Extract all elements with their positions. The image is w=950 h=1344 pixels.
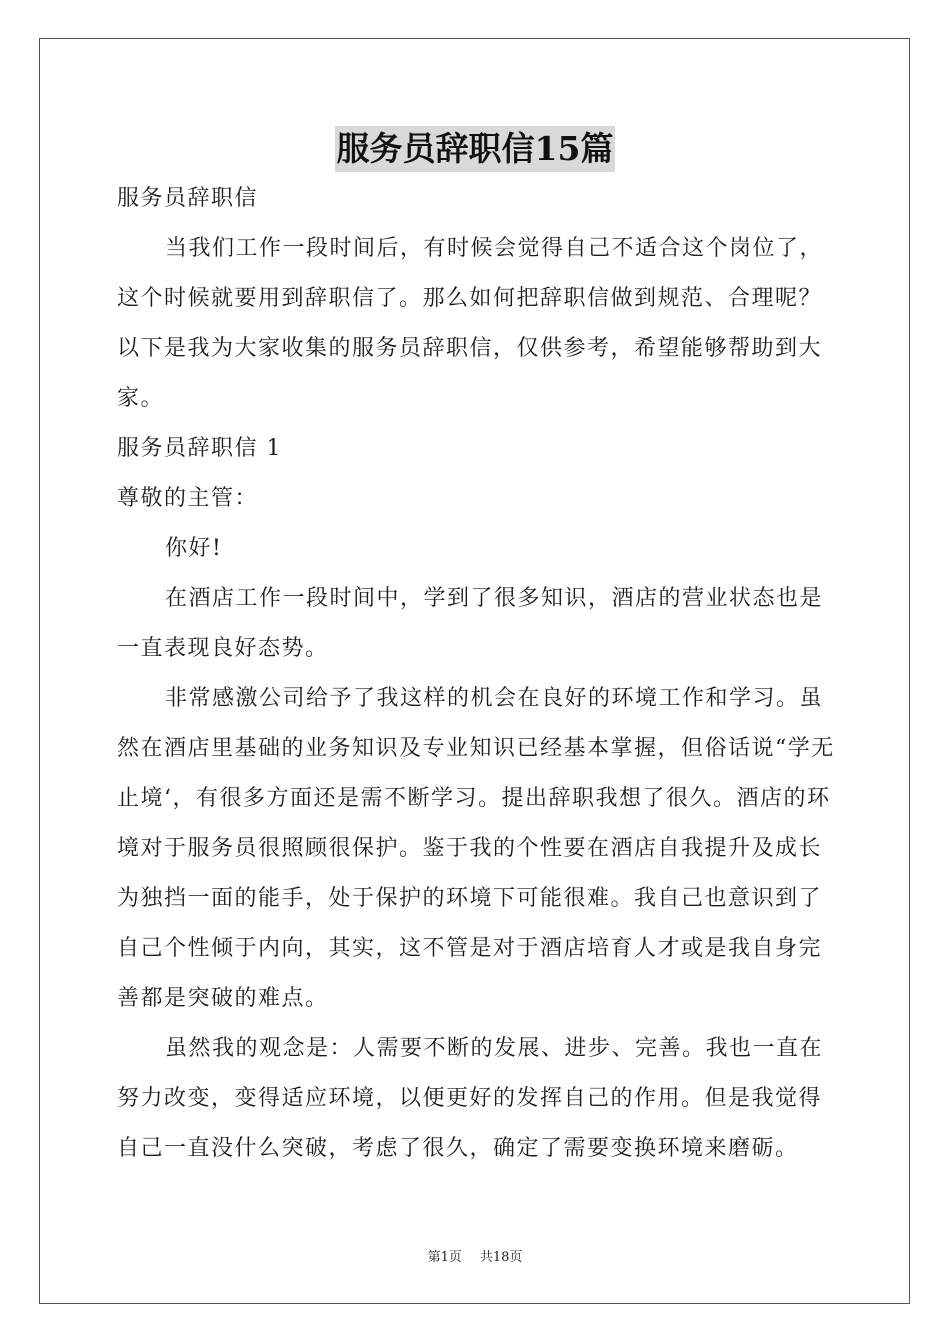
paragraph: 你好! <box>165 536 223 561</box>
document-title: 服务员辞职信15篇 <box>335 126 616 172</box>
page-footer <box>0 1246 950 1265</box>
page-number: 第1页 <box>427 1250 462 1265</box>
paragraph: 尊敬的主管： <box>117 486 259 511</box>
paragraph: 服务员辞职信 <box>117 186 259 211</box>
paragraph: 在酒店工作一段时间中，学到了很多知识，酒店的营业状态也是一直表现良好态势。 <box>117 586 824 661</box>
page-total: 共18页 <box>479 1250 523 1265</box>
paragraph: 当我们工作一段时间后，有时候会觉得自己不适合这个岗位了，这个时候就要用到辞职信了。那么如何把辞职信做到规范、合理呢？以下是我为大家收集的服务员辞职信，仅供参考，希望能够帮助到大家。 <box>117 236 824 411</box>
paragraph: 非常感激公司给予了我这样的机会在良好的环境工作和学习。虽然在酒店里基础的业务知识及专业知识已经基本掌握，但俗话说“学无止境‘，有很多方面还是需不断学习。提出辞职我想了很久。酒店的环境对于服务员很照顾很保护。鉴于我的个性要在酒店自我提升及成长为独挡一面的能手，处于保护的环境下可能很难。我自己也意识到了自己个性倾于内向，其实，这不管是对于酒店培育人才或是我自身完善都是突破的难点。 <box>117 686 835 1011</box>
document-body <box>117 174 837 1174</box>
title-wrap <box>0 126 950 172</box>
paragraph: 虽然我的观念是：人需要不断的发展、进步、完善。我也一直在努力改变，变得适应环境，以便更好的发挥自己的作用。但是我觉得自己一直没什么突破，考虑了很久，确定了需要变换环境来磨砺。 <box>117 1036 824 1161</box>
paragraph: 服务员辞职信 1 <box>117 436 282 461</box>
